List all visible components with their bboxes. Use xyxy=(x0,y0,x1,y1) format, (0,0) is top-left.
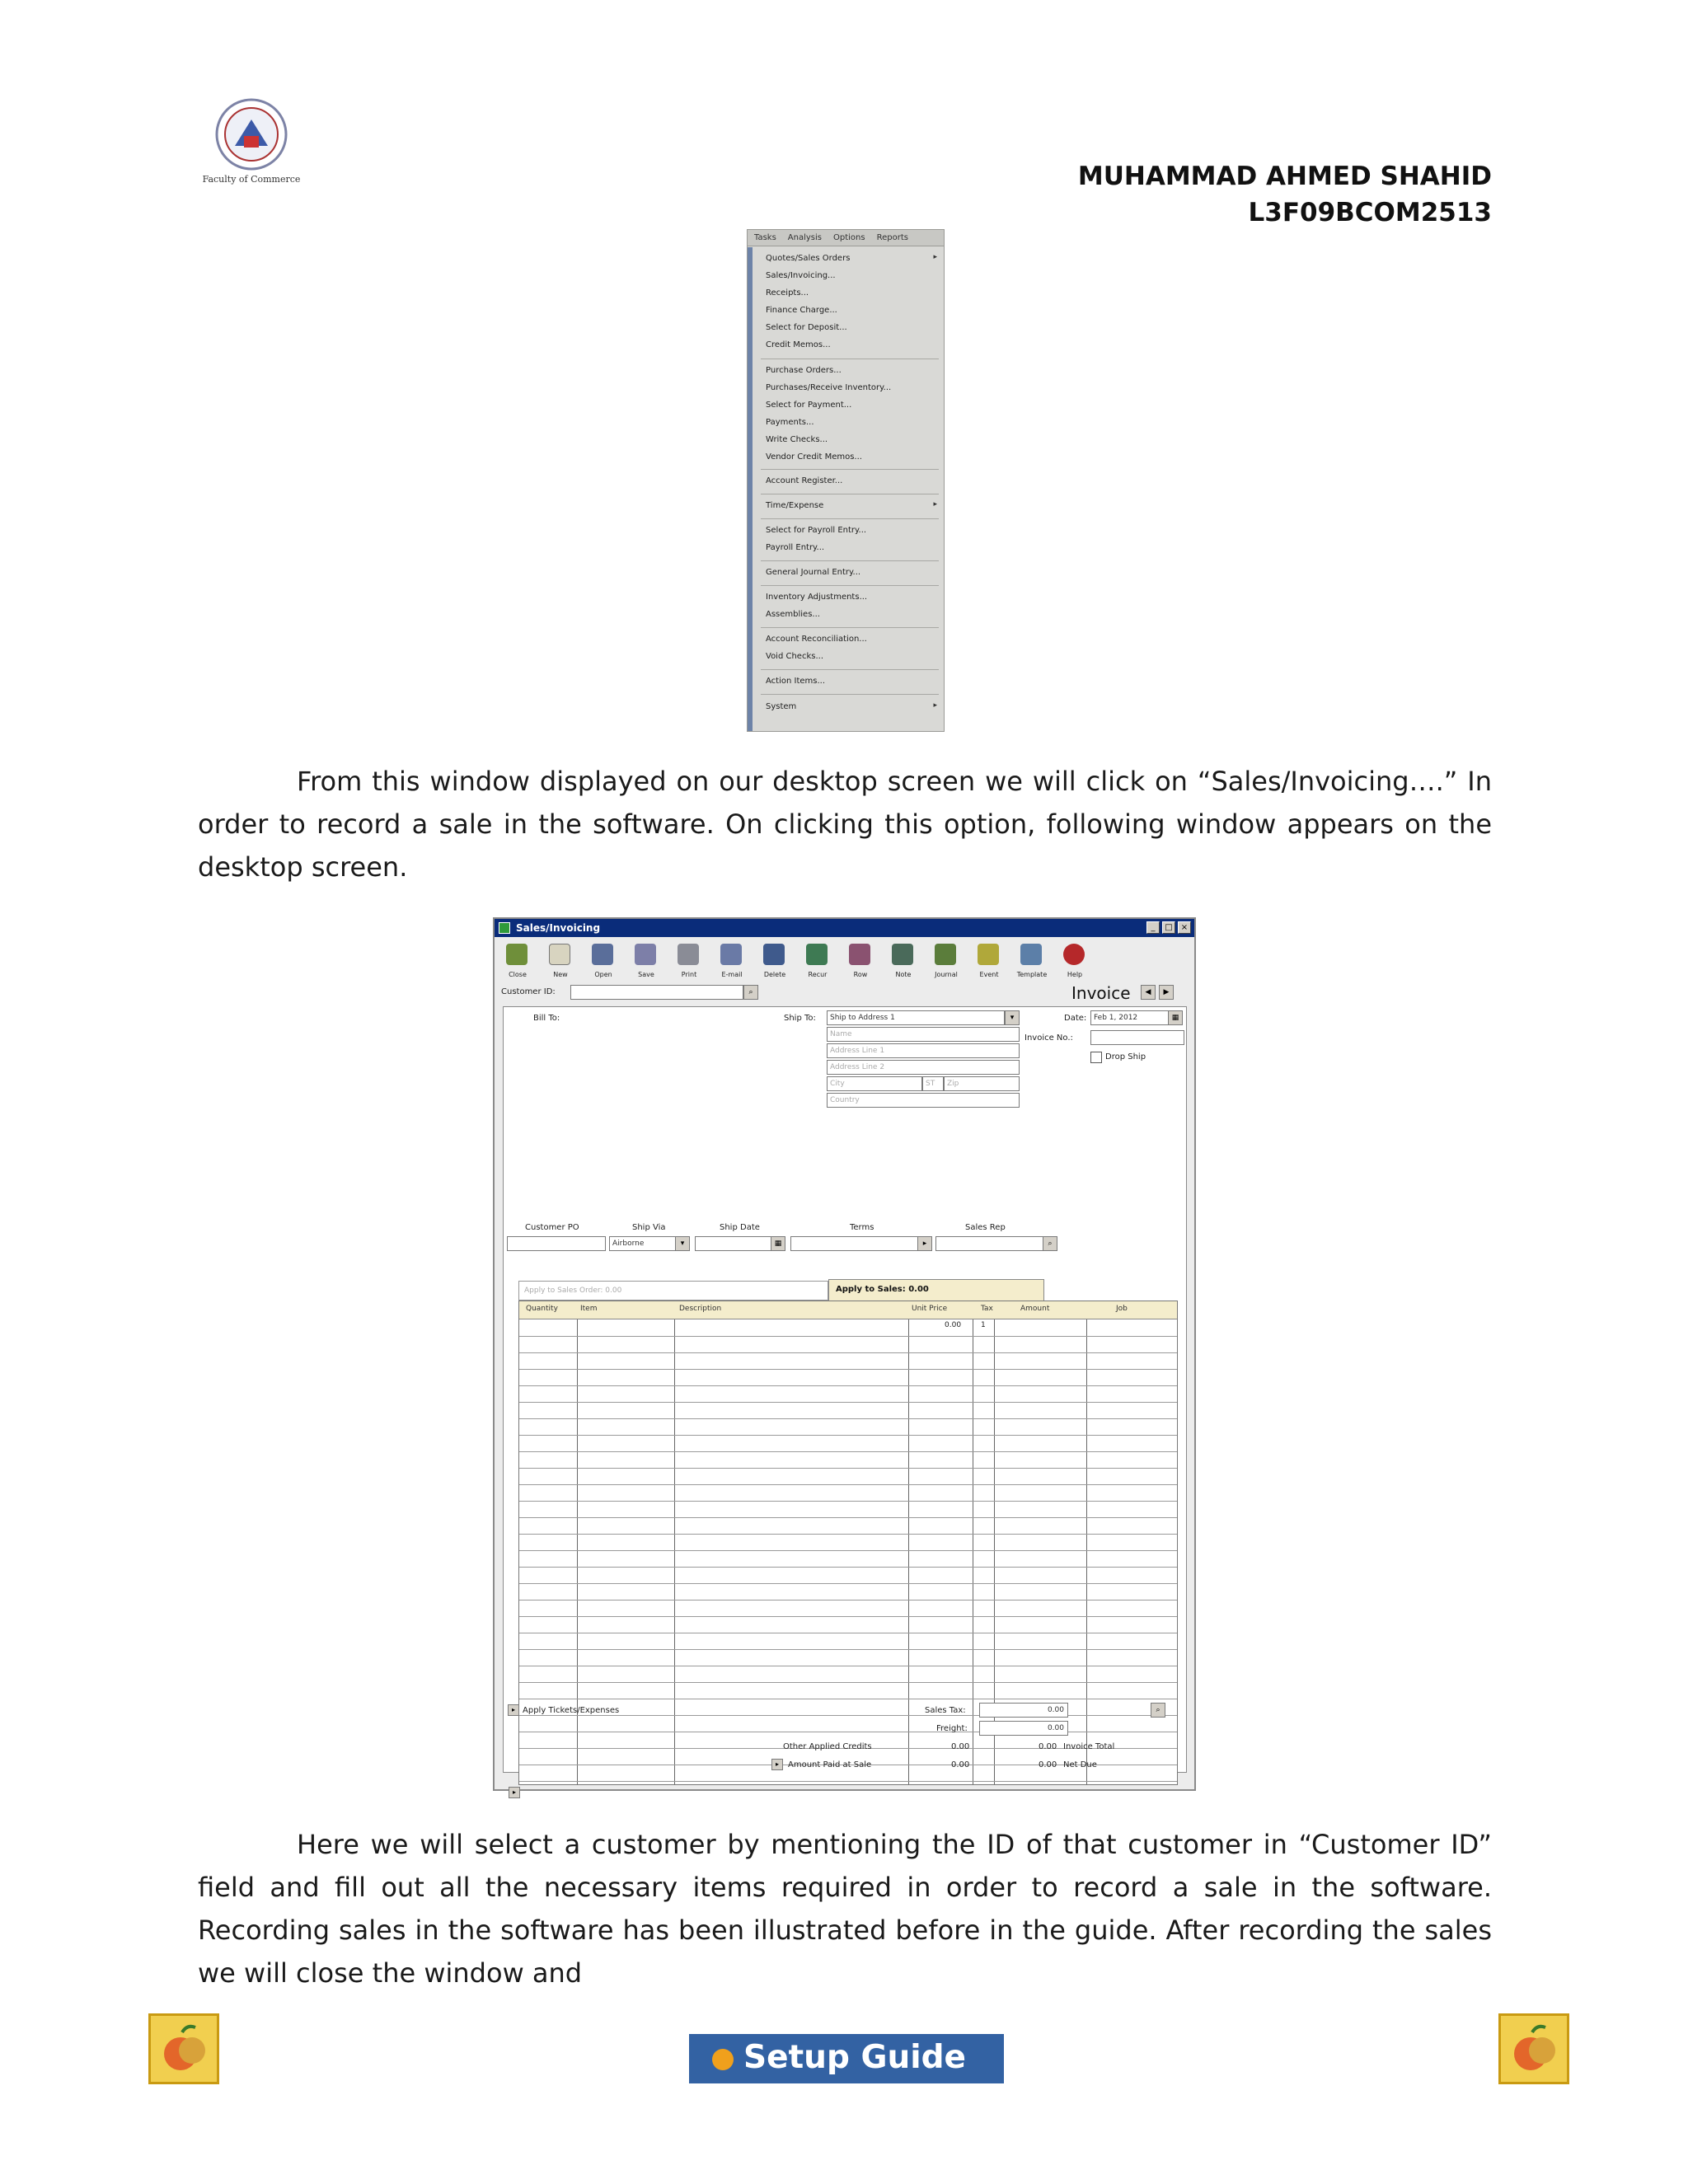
paragraph-customer xyxy=(198,1823,1492,1994)
row-icon xyxy=(849,944,870,965)
menu-separator xyxy=(761,694,939,695)
new-button[interactable] xyxy=(541,940,580,980)
maximize-icon[interactable]: □ xyxy=(1162,921,1175,934)
table-row[interactable] xyxy=(519,1517,1177,1518)
menu-separator xyxy=(761,669,939,670)
ship-city-field[interactable]: City xyxy=(827,1076,922,1091)
tab-apply-sales-order[interactable]: Apply to Sales Order: 0.00 xyxy=(518,1281,828,1301)
ship-state-field[interactable]: ST xyxy=(922,1076,944,1091)
ship-address1-field[interactable]: Address Line 1 xyxy=(827,1043,1020,1058)
setup-guide-label: Setup Guide xyxy=(743,2039,966,2076)
event-icon xyxy=(978,944,999,965)
calendar-icon[interactable]: ▦ xyxy=(1168,1010,1183,1025)
sales-invoicing-window xyxy=(493,917,1196,1796)
ship-to-select[interactable]: Ship to Address 1 xyxy=(827,1010,1005,1025)
new-doc-icon xyxy=(549,944,570,965)
amount-paid-expand-icon[interactable]: ▸ xyxy=(771,1759,783,1770)
table-row[interactable] xyxy=(519,1600,1177,1601)
fruit-logo-icon xyxy=(1498,2013,1569,2084)
menu-reports[interactable]: Reports xyxy=(876,233,908,242)
menu-side-strip xyxy=(748,247,753,731)
journal-label: Journal xyxy=(935,971,958,978)
freight-field[interactable]: 0.00 xyxy=(979,1721,1068,1736)
window-title: Sales/Invoicing xyxy=(516,922,601,934)
col-item: Item xyxy=(580,1305,598,1313)
date-field[interactable]: Feb 1, 2012 xyxy=(1090,1010,1170,1025)
ship-zip-field[interactable]: Zip xyxy=(944,1076,1020,1091)
recur-button[interactable] xyxy=(798,940,837,980)
ship-country-field[interactable]: Country xyxy=(827,1093,1020,1108)
save-label: Save xyxy=(638,971,654,978)
close-button[interactable] xyxy=(498,940,537,980)
ship-address2-field[interactable]: Address Line 2 xyxy=(827,1060,1020,1075)
col-description: Description xyxy=(679,1305,722,1313)
apply-tickets-text[interactable]: Apply Tickets/Expenses xyxy=(523,1706,620,1715)
col-unit-price: Unit Price xyxy=(912,1305,948,1313)
invoice-no-label: Invoice No.: xyxy=(1025,1033,1073,1043)
menu-item-account-register[interactable]: Account Register... xyxy=(766,476,843,485)
next-arrow-icon[interactable]: ▶ xyxy=(1159,985,1174,1000)
toolbar xyxy=(498,940,1191,982)
orange-dot-icon xyxy=(712,2049,734,2070)
menu-item-time-expense[interactable]: Time/Expense xyxy=(766,501,824,510)
table-row[interactable] xyxy=(519,1402,1177,1403)
close-door-icon xyxy=(506,944,528,965)
fruit-logo-icon xyxy=(148,2013,219,2084)
menu-item-quotes[interactable]: Quotes/Sales Orders xyxy=(766,254,851,263)
help-button[interactable] xyxy=(1055,940,1095,980)
note-label: Note xyxy=(895,971,912,978)
chevron-down-icon[interactable]: ▾ xyxy=(675,1236,690,1251)
table-row[interactable] xyxy=(519,1567,1177,1568)
delete-label: Delete xyxy=(763,971,786,978)
event-button[interactable] xyxy=(969,940,1009,980)
customer-po-label: Customer PO xyxy=(525,1223,579,1232)
student-id: L3F09BCOM2513 xyxy=(1248,198,1492,227)
menu-item-system[interactable]: System xyxy=(766,702,797,711)
open-button[interactable] xyxy=(584,940,623,980)
print-label: Print xyxy=(681,971,697,978)
email-button[interactable] xyxy=(712,940,752,980)
col-quantity: Quantity xyxy=(526,1305,558,1313)
first-row-unit-price: 0.00 xyxy=(945,1321,962,1329)
menu-item-vendor-credit[interactable]: Vendor Credit Memos... xyxy=(766,452,862,462)
save-button[interactable] xyxy=(626,940,666,980)
invoice-total-label: Invoice Total xyxy=(1063,1742,1115,1751)
chevron-down-icon[interactable]: ▾ xyxy=(1005,1010,1020,1025)
submenu-arrow-icon: ▸ xyxy=(933,253,937,261)
expand-icon[interactable]: ▸ xyxy=(509,1787,520,1798)
customer-id-label: Customer ID: xyxy=(501,987,556,996)
print-icon xyxy=(678,944,699,965)
menu-item-finance-charge[interactable]: Finance Charge... xyxy=(766,306,837,315)
amount-paid-label: Amount Paid at Sale xyxy=(788,1760,872,1769)
table-row[interactable] xyxy=(519,1550,1177,1551)
paragraph-intro-text: From this window displayed on our desktop screen we will click on “Sales/Invoicing….” In order to record a sale in the software. On clicking this option, following window appears on the desktop screen. xyxy=(198,766,1492,883)
menu-item-purchase-orders[interactable]: Purchase Orders... xyxy=(766,366,842,375)
apply-tickets-expand-icon[interactable]: ▸ xyxy=(508,1704,519,1716)
menu-analysis[interactable]: Analysis xyxy=(787,233,822,242)
net-due-label: Net Due xyxy=(1063,1760,1097,1769)
drop-ship-label: Drop Ship xyxy=(1105,1052,1146,1062)
table-row[interactable] xyxy=(519,1534,1177,1535)
col-job: Job xyxy=(1116,1305,1128,1313)
event-label: Event xyxy=(979,971,999,978)
table-row[interactable] xyxy=(519,1336,1177,1337)
table-row[interactable] xyxy=(519,1352,1177,1353)
template-icon xyxy=(1020,944,1042,965)
table-row[interactable] xyxy=(519,1649,1177,1650)
first-row-tax: 1 xyxy=(981,1321,986,1329)
table-row[interactable] xyxy=(519,1616,1177,1617)
ship-name-field[interactable]: Name xyxy=(827,1027,1020,1042)
col-amount: Amount xyxy=(1020,1305,1050,1313)
menu-options[interactable]: Options xyxy=(833,233,865,242)
submenu-arrow-icon: ▸ xyxy=(933,701,937,710)
email-label: E-mail xyxy=(721,971,743,978)
table-row[interactable] xyxy=(519,1435,1177,1436)
template-button[interactable] xyxy=(1012,940,1052,980)
menu-item-purchases-receive[interactable]: Purchases/Receive Inventory... xyxy=(766,383,892,392)
sales-tax-field[interactable]: 0.00 xyxy=(979,1703,1068,1718)
submenu-arrow-icon: ▸ xyxy=(933,500,937,509)
menu-separator xyxy=(761,518,939,519)
tasks-menu-screenshot xyxy=(747,229,945,732)
menu-item-payments[interactable]: Payments... xyxy=(766,418,814,427)
window-titlebar xyxy=(495,919,1194,937)
menu-item-action-items[interactable]: Action Items... xyxy=(766,677,826,686)
menu-tasks[interactable]: Tasks xyxy=(754,233,776,242)
save-icon xyxy=(635,944,656,965)
menu-item-void-checks[interactable]: Void Checks... xyxy=(766,652,823,661)
sales-rep-field[interactable] xyxy=(935,1236,1044,1251)
table-row[interactable] xyxy=(519,1418,1177,1419)
menu-separator xyxy=(761,627,939,628)
ship-date-label: Ship Date xyxy=(720,1223,760,1232)
terms-arrow-icon[interactable]: ▸ xyxy=(917,1236,932,1251)
app-icon xyxy=(499,922,510,934)
menu-item-sales-invoicing[interactable]: Sales/Invoicing... xyxy=(766,271,836,280)
email-icon xyxy=(720,944,742,965)
delete-button[interactable] xyxy=(755,940,795,980)
ship-to-label: Ship To: xyxy=(784,1014,816,1023)
table-row[interactable] xyxy=(519,1484,1177,1485)
prev-arrow-icon[interactable]: ◀ xyxy=(1141,985,1156,1000)
close-icon[interactable]: × xyxy=(1178,921,1191,934)
menu-bar xyxy=(748,230,944,246)
paragraph-intro xyxy=(198,760,1492,888)
drop-ship-checkbox[interactable] xyxy=(1090,1052,1102,1063)
table-row[interactable] xyxy=(519,1583,1177,1584)
amount-paid-value: 0.00 xyxy=(951,1760,970,1769)
row-label: Row xyxy=(853,971,868,978)
col-tax: Tax xyxy=(981,1305,993,1313)
calendar-icon[interactable]: ▦ xyxy=(771,1236,785,1251)
ship-via-label: Ship Via xyxy=(632,1223,666,1232)
recur-label: Recur xyxy=(808,971,828,978)
menu-item-select-deposit[interactable]: Select for Deposit... xyxy=(766,323,847,332)
open-folder-icon xyxy=(592,944,613,965)
customer-po-field[interactable] xyxy=(507,1236,606,1251)
tab-apply-sales[interactable]: Apply to Sales: 0.00 xyxy=(828,1279,1044,1301)
window-controls xyxy=(1146,921,1191,934)
menu-separator xyxy=(761,560,939,561)
journal-icon xyxy=(935,944,956,965)
bill-to-label: Bill To: xyxy=(533,1014,560,1023)
logo-caption: Faculty of Commerce xyxy=(202,174,301,185)
menu-item-assemblies[interactable]: Assemblies... xyxy=(766,610,820,619)
sales-rep-label: Sales Rep xyxy=(965,1223,1006,1232)
menu-item-receipts[interactable]: Receipts... xyxy=(766,288,809,298)
menu-item-general-journal[interactable]: General Journal Entry... xyxy=(766,568,861,577)
close-label: Close xyxy=(509,971,527,978)
menu-item-account-reconciliation[interactable]: Account Reconciliation... xyxy=(766,635,867,644)
note-icon xyxy=(892,944,913,965)
menu-item-credit-memos[interactable]: Credit Memos... xyxy=(766,340,831,349)
table-row[interactable] xyxy=(519,1385,1177,1386)
recur-icon xyxy=(806,944,828,965)
author-name: MUHAMMAD AHMED SHAHID xyxy=(1077,162,1492,191)
table-row[interactable] xyxy=(519,1369,1177,1370)
paragraph-customer-text: Here we will select a customer by mentioning the ID of that customer in “Customer ID” field and fill out all the necessary items required in order to record a sale in the software. Recording sales in the software has been illustrated before in the guide. After recording the sales we will close the window and xyxy=(198,1829,1492,1989)
ship-via-select[interactable]: Airborne xyxy=(609,1236,677,1251)
terms-label: Terms xyxy=(850,1223,874,1232)
menu-item-select-payment[interactable]: Select for Payment... xyxy=(766,401,852,410)
invoice-panel xyxy=(503,1006,1187,1796)
lookup-icon[interactable]: ⌕ xyxy=(1043,1236,1057,1251)
ship-date-field[interactable] xyxy=(695,1236,772,1251)
minimize-icon[interactable]: _ xyxy=(1146,921,1160,934)
university-logo xyxy=(198,95,305,194)
menu-separator xyxy=(761,469,939,470)
menu-item-write-checks[interactable]: Write Checks... xyxy=(766,435,828,444)
row-button[interactable] xyxy=(841,940,880,980)
lookup-icon[interactable]: ⌕ xyxy=(1151,1703,1165,1718)
menu-item-payroll-entry[interactable]: Payroll Entry... xyxy=(766,543,825,552)
invoice-total-value: 0.00 xyxy=(1039,1742,1057,1751)
terms-field[interactable] xyxy=(790,1236,919,1251)
new-label: New xyxy=(553,971,568,978)
grid-header xyxy=(519,1301,1177,1319)
help-label: Help xyxy=(1067,971,1083,978)
lookup-icon[interactable]: ⌕ xyxy=(743,985,758,1000)
setup-guide-badge xyxy=(689,2034,1004,2083)
open-label: Open xyxy=(594,971,612,978)
net-due-value: 0.00 xyxy=(1039,1760,1057,1769)
menu-separator xyxy=(761,585,939,586)
table-row[interactable] xyxy=(519,1682,1177,1683)
freight-label: Freight: xyxy=(936,1724,968,1733)
help-icon xyxy=(1063,944,1085,965)
invoice-title: Invoice xyxy=(1071,983,1131,1003)
note-button[interactable] xyxy=(884,940,923,980)
table-row[interactable] xyxy=(519,1451,1177,1452)
table-row[interactable] xyxy=(519,1468,1177,1469)
print-button[interactable] xyxy=(669,940,709,980)
sales-tax-label: Sales Tax: xyxy=(925,1706,966,1715)
menu-item-inventory-adjustments[interactable]: Inventory Adjustments... xyxy=(766,593,868,602)
invoice-no-field[interactable] xyxy=(1090,1030,1184,1045)
delete-icon xyxy=(763,944,785,965)
totals-area xyxy=(493,1690,1196,1791)
table-row[interactable] xyxy=(519,1501,1177,1502)
customer-id-input[interactable] xyxy=(570,985,743,1000)
other-credits-value: 0.00 xyxy=(951,1742,970,1751)
other-credits-label: Other Applied Credits xyxy=(783,1742,872,1751)
journal-button[interactable] xyxy=(926,940,966,980)
menu-item-select-payroll[interactable]: Select for Payroll Entry... xyxy=(766,526,867,535)
template-label: Template xyxy=(1016,971,1048,978)
date-label: Date: xyxy=(1064,1014,1087,1023)
